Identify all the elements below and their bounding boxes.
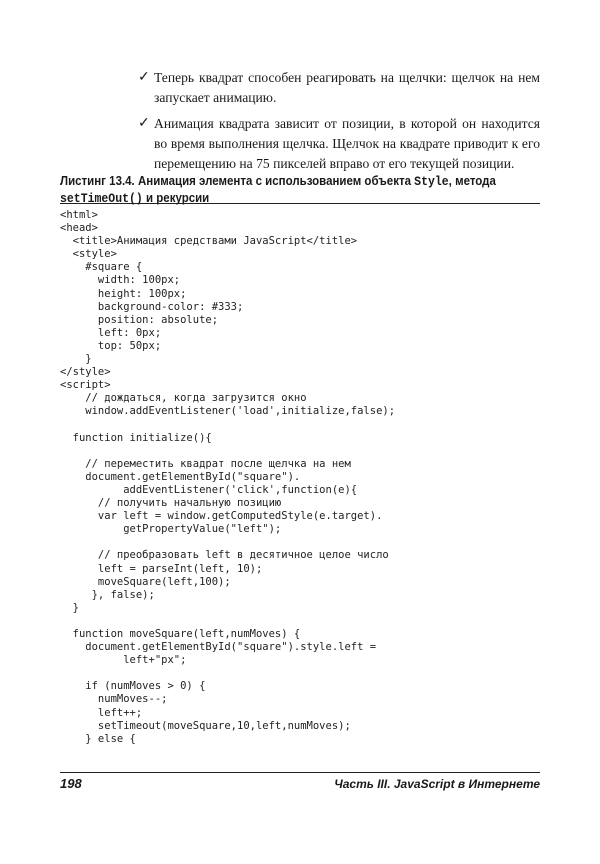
bullet-item bbox=[138, 68, 540, 108]
running-head: Часть III. JavaScript в Интернете bbox=[334, 777, 540, 791]
checkmark-icon: ✓ bbox=[138, 70, 150, 85]
bullet-item bbox=[138, 114, 540, 174]
bullet-text: Теперь квадрат способен реагировать на щелчки: щелчок на нем запускает анимацию. bbox=[154, 70, 540, 105]
checkmark-icon: ✓ bbox=[138, 116, 150, 131]
listing-top-rule bbox=[60, 203, 540, 204]
footer-rule bbox=[60, 772, 540, 773]
caption-text: , метода bbox=[448, 174, 496, 188]
caption-text: Листинг 13.4. Анимация элемента с использованием объекта bbox=[60, 174, 415, 188]
bullet-list bbox=[138, 68, 540, 180]
caption-code-settimeout: setTimeOut() bbox=[60, 192, 143, 206]
caption-text: и рекурсии bbox=[142, 191, 210, 205]
code-listing: <html> <head> <title>Анимация средствами JavaScript</title> <style> #square { width: 100px; height: 100px; background-color: #333; position: absolute; left: 0px; top: 50px; } </style> <script> // дождаться, когда загрузится окно window.addEventListener('load',initialize,false); function initialize(){ // переместить квадрат после щелчка на нем document.getElementById("square"). addEventListener('click',function(e){ // получить начальную позицию var left = window.getComputedStyle(e.target). getPropertyValue("left"); // преобразовать left в десятичное целое число left = parseInt(left, 10); moveSquare(left,100); }, false); } function moveSquare(left,numMoves) { document.getElementById("square").style.left = left+"px"; if (numMoves > 0) { numMoves--; left++; setTimeout(moveSquare,10,left,numMoves); } else { bbox=[60, 209, 396, 745]
bullet-text: Анимация квадрата зависит от позиции, в которой он находится во время выполнения щелчка. Щелчок на квадрате приводит к его перемещению на 75 пикселей вправо от его текущей позиции. bbox=[154, 116, 540, 171]
listing-caption bbox=[60, 173, 502, 207]
caption-code-style: Style bbox=[414, 175, 449, 189]
page-number: 198 bbox=[60, 776, 82, 791]
